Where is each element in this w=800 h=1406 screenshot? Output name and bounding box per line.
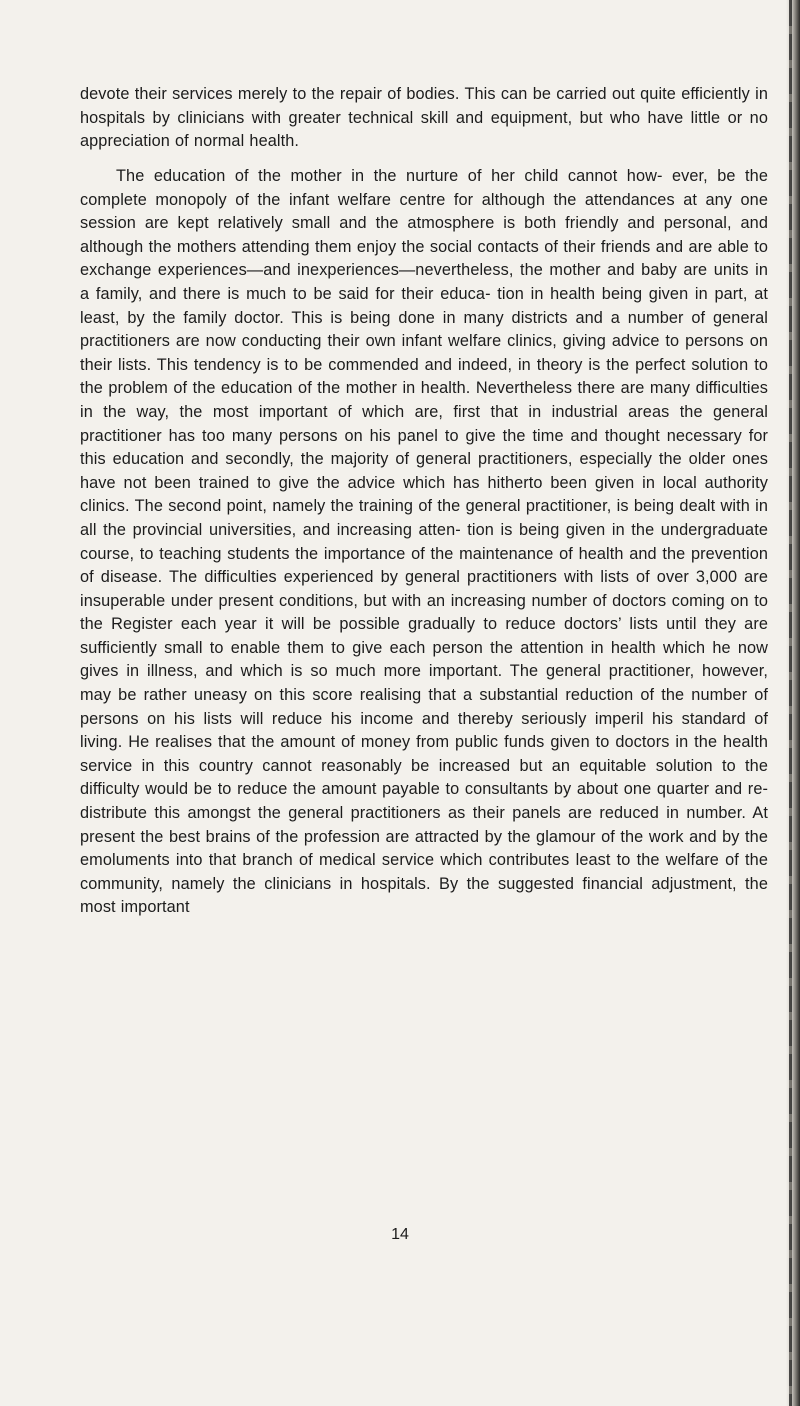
paragraph-2: The education of the mother in the nurture of her child cannot how- ever, be the complete monopoly of the infant welfare centre for although the attendances at any one session are kept relatively small and the atmosphere is both friendly and personal, and although the mothers attending them enjoy the social contacts of their friends and are able to exchange experiences—and inexperiences—nevertheless, the mother and baby are units in a family, and there is much to be said for their educa- tion in health being given in part, at least, by the family doctor. This is being done in many districts and a number of general practitioners are now conducting their own infant welfare clinics, giving advice to persons on their lists. This tendency is to be commended and indeed, in theory is the perfect solution to the problem of the education of the mother in health. Nevertheless there are many difficulties in the way, the most important of which are, first that in industrial areas the general practitioner has too many persons on his panel to give the time and thought necessary for this education and secondly, the majority of general practitioners, especially the older ones have not been trained to give the advice which has hitherto been given in local authority clinics. The second point, namely the training of the general practitioner, is being dealt with in all the provincial universities, and increasing atten- tion is being given in the undergraduate course, to teaching students the importance of the maintenance of health and the prevention of disease. The difficulties experienced by general practitioners with lists of over 3,000 are insuperable under present conditions, but with an increasing number of doctors coming on to the Register each year it will be possible gradually to reduce doctors’ lists until they are sufficiently small to enable them to give each person the attention in health which he now gives in illness, and which is so much more important. The general practitioner, however, may be rather uneasy on this score realising that a substantial reduction of the number of persons on his lists will reduce his income and thereby seriously imperil his standard of living. He realises that the amount of money from public funds given to doctors in the health service in this country cannot reasonably be increased but an equitable solution to the difficulty would be to reduce the amount payable to consultants by about one quarter and re-distribute this amongst the general practitioners as their panels are reduced in number. At present the best brains of the profession are attracted by the glamour of the work and by the emoluments into that branch of medical service which contributes least to the welfare of the community, namely the clinicians in hospitals. By the suggested financial adjustment, the most important xyxy=(80,167,768,917)
paragraph-1: devote their services merely to the repair of bodies. This can be carried out quite efficiently in hospitals by clinicians with greater technical skill and equipment, but who have little or no appreciation of normal health. xyxy=(80,85,768,151)
binding-marks xyxy=(789,0,792,1406)
page-number: 14 xyxy=(391,1226,409,1243)
